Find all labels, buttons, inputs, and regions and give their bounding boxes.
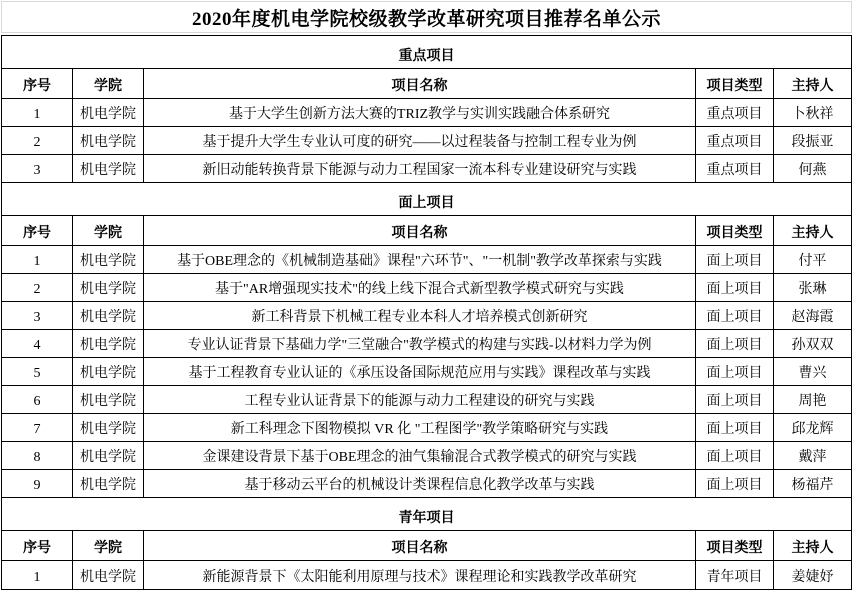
cell-college: 机电学院 [73,358,144,385]
cell-no: 2 [2,274,73,301]
cell-college: 机电学院 [73,470,144,497]
section-rows [2,246,851,498]
section-rows [2,561,851,589]
cell-type: 面上项目 [696,386,774,413]
section-title: 重点项目 [2,36,851,69]
cell-leader: 杨福芹 [791,478,834,493]
cell-type: 重点项目 [696,155,774,182]
cell-college: 机电学院 [73,274,144,301]
cell-leader: 周艳 [798,394,827,409]
cell-college: 机电学院 [73,155,144,182]
cell-project: 基于移动云平台的机械设计类课程信息化教学改革与实践 [144,470,696,497]
cell-leader: 邱龙辉 [791,422,834,437]
cell-college: 机电学院 [73,302,144,329]
header-cell-no: 序号 [2,216,73,245]
project-section [2,36,851,183]
table-row [2,246,851,274]
projects-table [1,35,852,590]
header-cell-college: 学院 [73,531,144,560]
cell-project: 新工科背景下机械工程专业本科人才培养模式创新研究 [144,302,696,329]
cell-college: 机电学院 [73,386,144,413]
cell-type: 面上项目 [696,274,774,301]
cell-type: 面上项目 [696,442,774,469]
cell-no: 1 [2,246,73,273]
header-cell-college: 学院 [73,69,144,98]
cell-no: 3 [2,155,73,182]
cell-project: 工程专业认证背景下的能源与动力工程建设的研究与实践 [144,386,696,413]
table-row [2,330,851,358]
table-row [2,302,851,330]
cell-type: 面上项目 [696,470,774,497]
cell-type: 重点项目 [696,99,774,126]
cell-project: 基于"AR增强现实技术"的线上线下混合式新型教学模式研究与实践 [144,274,696,301]
cell-project: 基于工程教育专业认证的《承压设备国际规范应用与实践》课程改革与实践 [144,358,696,385]
cell-no: 6 [2,386,73,413]
table-row [2,386,851,414]
section-title: 青年项目 [2,498,851,531]
cell-no: 1 [2,561,73,589]
announcement-page [1,1,852,590]
cell-no: 4 [2,330,73,357]
header-cell-project: 项目名称 [144,69,696,98]
header-cell-leader: 主持人 [791,79,834,94]
section-title: 面上项目 [2,183,851,216]
cell-college: 机电学院 [73,99,144,126]
cell-type: 面上项目 [696,358,774,385]
cell-no: 5 [2,358,73,385]
table-row [2,470,851,498]
table-row [2,442,851,470]
header-cell-no: 序号 [2,531,73,560]
cell-college: 机电学院 [73,330,144,357]
project-section [2,498,851,589]
cell-project: 基于OBE理念的《机械制造基础》课程"六环节"、"一机制"教学改革探索与实践 [144,246,696,273]
table-row [2,155,851,183]
header-cell-type: 项目类型 [696,69,774,98]
page-title: 2020年度机电学院校级教学改革研究项目推荐名单公示 [1,1,852,33]
cell-type: 面上项目 [696,302,774,329]
cell-no: 2 [2,127,73,154]
header-cell-project: 项目名称 [144,531,696,560]
project-section [2,183,851,498]
cell-college: 机电学院 [73,414,144,441]
cell-project: 新旧动能转换背景下能源与动力工程国家一流本科专业建设研究与实践 [144,155,696,182]
cell-no: 8 [2,442,73,469]
header-cell-leader: 主持人 [791,541,834,556]
header-cell-college: 学院 [73,216,144,245]
cell-type: 面上项目 [696,330,774,357]
table-row [2,561,851,589]
header-row [2,69,851,99]
header-cell-no: 序号 [2,69,73,98]
cell-no: 1 [2,99,73,126]
table-row [2,99,851,127]
header-cell-type: 项目类型 [696,216,774,245]
cell-project: 新能源背景下《太阳能利用原理与技术》课程理论和实践教学改革研究 [144,561,696,589]
cell-leader: 赵海霞 [791,310,834,325]
cell-no: 7 [2,414,73,441]
cell-leader: 付平 [798,254,827,269]
cell-project: 专业认证背景下基础力学"三堂融合"教学模式的构建与实践-以材料力学为例 [144,330,696,357]
cell-leader: 段振亚 [791,135,834,150]
cell-leader: 曹兴 [798,366,827,381]
cell-leader: 张琳 [798,282,827,297]
cell-leader: 孙双双 [791,338,834,353]
header-row [2,531,851,561]
table-row [2,274,851,302]
cell-leader: 何燕 [798,163,827,178]
cell-type: 重点项目 [696,127,774,154]
cell-leader: 卜秋祥 [791,107,834,122]
table-row [2,127,851,155]
header-cell-leader: 主持人 [791,226,834,241]
cell-type: 面上项目 [696,246,774,273]
section-rows [2,99,851,183]
header-cell-project: 项目名称 [144,216,696,245]
cell-college: 机电学院 [73,561,144,589]
table-row [2,414,851,442]
cell-type: 青年项目 [696,561,774,589]
cell-type: 面上项目 [696,414,774,441]
header-row [2,216,851,246]
cell-project: 新工科理念下图物模拟 VR 化 "工程图学"教学策略研究与实践 [144,414,696,441]
cell-college: 机电学院 [73,442,144,469]
table-row [2,358,851,386]
cell-project: 基于大学生创新方法大赛的TRIZ教学与实训实践融合体系研究 [144,99,696,126]
cell-leader: 戴萍 [798,450,827,465]
cell-project: 金课建设背景下基于OBE理念的油气集输混合式教学模式的研究与实践 [144,442,696,469]
header-cell-type: 项目类型 [696,531,774,560]
cell-college: 机电学院 [73,246,144,273]
cell-college: 机电学院 [73,127,144,154]
cell-no: 3 [2,302,73,329]
cell-leader: 姜婕妤 [791,570,834,585]
cell-no: 9 [2,470,73,497]
cell-project: 基于提升大学生专业认可度的研究——以过程装备与控制工程专业为例 [144,127,696,154]
